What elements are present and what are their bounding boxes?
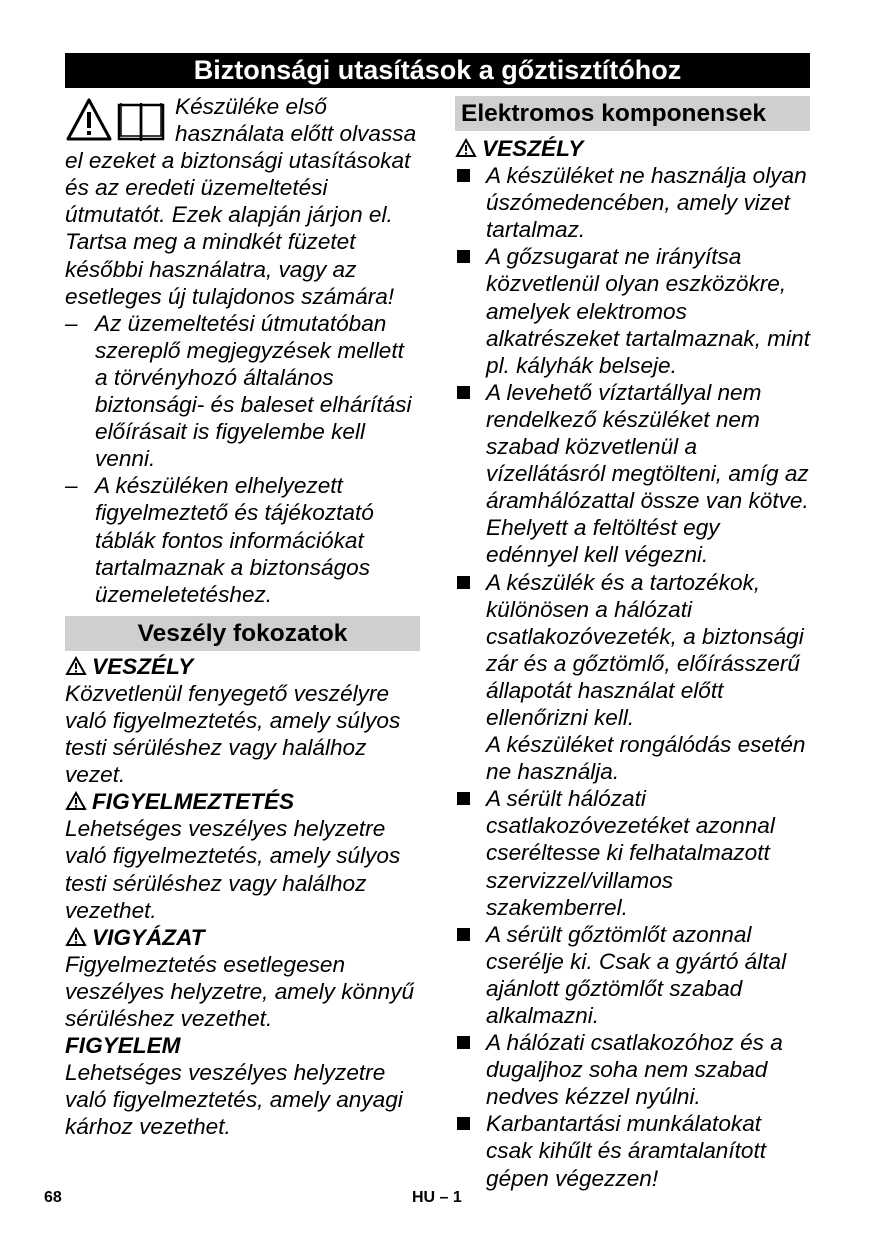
bullet-square-icon <box>457 169 470 182</box>
bullet-square-icon <box>457 1036 470 1049</box>
list-item-text: A gőzsugarat ne irányítsa közvetlenül olyan eszközökre, amelyek elektromos alkatrészeket tartalmaznak, mint pl. kályhák belseje. <box>486 244 810 378</box>
bullet-square-icon <box>457 1117 470 1130</box>
warning-icon <box>455 138 477 158</box>
bullet-square-icon <box>457 250 470 263</box>
list-item-text: A készüléket ne használja olyan úszómedencében, amely vizet tartalmaz. <box>486 163 807 243</box>
list-item <box>455 1029 810 1110</box>
left-column <box>65 93 420 1140</box>
list-item <box>455 1110 810 1191</box>
warning-icon <box>65 656 87 676</box>
list-item <box>455 785 810 920</box>
bullet-square-icon <box>457 386 470 399</box>
level-heading-attention: FIGYELEM <box>65 1033 181 1059</box>
warning-icon <box>65 791 87 811</box>
level-description: Figyelmeztetés esetlegesen veszélyes helyzetre, amely könnyű sérüléshez vezethet. <box>65 951 415 1031</box>
list-item-followup: A készüléket rongálódás esetén ne használja. <box>486 732 806 785</box>
list-item-text: A hálózati csatlakozóhoz és a dugaljhoz soha nem szabad nedves kézzel nyúlni. <box>486 1030 783 1110</box>
level-description: Lehetséges veszélyes helyzetre való figyelmeztetés, amely anyagi kárhoz vezethet. <box>65 1060 403 1140</box>
level-heading-text: FIGYELMEZTETÉS <box>92 789 295 815</box>
list-item <box>455 162 810 243</box>
section-title-hazard-levels: Veszély fokozatok <box>65 616 420 651</box>
language-page-label: HU – 1 <box>412 1189 462 1206</box>
bullet-square-icon <box>457 792 470 805</box>
intro-paragraph <box>65 93 420 310</box>
list-item-text: A levehető víztartállyal nem rendelkező készüléket nem szabad közvetlenül a vízellátásról megtölteni, amíg az áramhálózattal össze van kötve. Ehelyett a feltöltést egy edénnyel kell végezni. <box>486 379 809 568</box>
list-item-text: Karbantartási munkálatokat csak kihűlt és áramtalanított gépen végezzen! <box>486 1111 767 1191</box>
level-heading-danger <box>65 653 420 680</box>
dash-marker: – <box>65 310 78 336</box>
list-item-text: A készülék és a tartozékok, különösen a hálózati csatlakozóvezeték, a biztonsági zár és a gőztömlő, előírásszerű állapotát használat előtt ellenőrizni kell. <box>486 569 804 730</box>
list-item-text: A készüléken elhelyezett figyelmeztető és tájékoztató táblák fontos információkat tartalmaznak a biztonságos üzemeletetéshez. <box>95 473 374 607</box>
list-item <box>65 472 420 607</box>
right-column <box>455 93 810 1192</box>
warning-manual-icon <box>65 97 175 145</box>
dash-marker: – <box>65 473 78 499</box>
section-title-electrical: Elektromos komponensek <box>455 96 810 131</box>
level-heading-caution <box>65 924 420 951</box>
list-item <box>65 310 420 473</box>
list-item <box>455 379 810 569</box>
level-description: Közvetlenül fenyegető veszélyre való figyelmeztetés, amely súlyos testi sérüléshez vagy halálhoz vezet. <box>65 680 401 788</box>
list-item <box>455 921 810 1029</box>
list-item-text: A sérült gőztömlőt azonnal cserélje ki. Csak a gyártó által ajánlott gőztömlőt szabad alkalmazni. <box>486 921 787 1028</box>
bullet-square-icon <box>457 928 470 941</box>
list-item <box>455 243 810 378</box>
intro-text: Készüléke első használata előtt olvassa el ezeket a biztonsági utasításokat és az eredeti üzemeltetési útmutatót. Ezek alapján járjon el. Tartsa meg a mindkét füzetet későbbi használatra, vagy az esetleges új tulajdonos számára! <box>65 94 417 309</box>
level-description: Lehetséges veszélyes helyzetre való figyelmeztetés, amely súlyos testi sérüléshez vagy halálhoz vezethet. <box>65 816 401 923</box>
warning-icon <box>65 927 87 947</box>
level-heading-text: VIGYÁZAT <box>92 924 205 950</box>
list-item-text: A sérült hálózati csatlakozóvezetéket azonnal cseréltesse ki felhatalmazott szervizzel/villamos szakemberrel. <box>486 786 775 920</box>
level-heading-text: VESZÉLY <box>92 653 194 679</box>
page-title: Biztonsági utasítások a gőztisztítóhoz <box>65 53 810 88</box>
danger-heading-text: VESZÉLY <box>482 136 584 161</box>
bullet-square-icon <box>457 576 470 589</box>
list-item <box>455 569 810 786</box>
list-item-text: Az üzemeltetési útmutatóban szereplő megjegyzések mellett a törvényhozó általános biztonsági- és baleset elhárítási előírásait is figyelembe kell venni. <box>95 310 412 472</box>
page-number: 68 <box>44 1189 62 1206</box>
danger-heading <box>455 135 810 162</box>
level-heading-warning <box>65 788 420 815</box>
